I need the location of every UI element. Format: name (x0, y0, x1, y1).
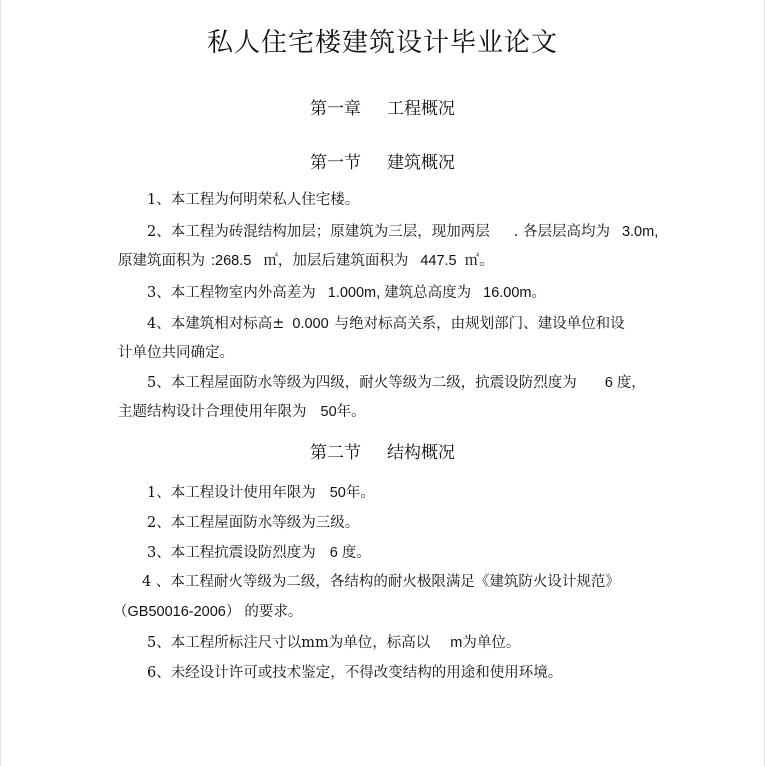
section-heading-2 (0, 438, 765, 463)
chapter-number: 第一章 (310, 99, 361, 119)
paragraph-line: 1、本工程为何明荣私人住宅楼。 (147, 192, 360, 208)
chapter-name: 工程概况 (387, 99, 455, 119)
paragraph-line: 5、本工程屋面防水等级为四级，耐火等级为二级，抗震设防烈度为 6 度， (147, 375, 646, 391)
paragraph-line: 4、本建筑相对标高± 0.000 与绝对标高关系，由规划部门、建设单位和设 (147, 316, 625, 332)
chapter-heading (0, 94, 765, 119)
paragraph-line: （GB50016-2006） 的要求。 (113, 604, 303, 620)
paragraph-line: 6、未经设计许可或技术鉴定，不得改变结构的用途和使用环境。 (147, 665, 563, 681)
paragraph-line: 3、本工程物室内外高差为 1.000m, 建筑总高度为 16.00m。 (147, 285, 547, 301)
paragraph-line: 原建筑面积为 :268.5 ㎡，加层后建筑面积为 447.5 ㎡。 (118, 253, 494, 269)
section-name: 结构概况 (387, 443, 455, 463)
paragraph-line: 4 、本工程耐火等级为二级，各结构的耐火极限满足《建筑防火设计规范》 (142, 574, 620, 590)
paragraph-line: 2、本工程屋面防水等级为三级。 (147, 515, 360, 531)
paragraph-line: 主题结构设计合理使用年限为 50年。 (118, 404, 366, 420)
section-name: 建筑概况 (387, 153, 455, 173)
paragraph-line: 1、本工程设计使用年限为 50年。 (147, 485, 375, 501)
section-heading-1 (0, 148, 765, 173)
paragraph-line: 3、本工程抗震设防烈度为 6 度。 (147, 545, 371, 561)
paragraph-line: 5、本工程所标注尺寸以mm为单位，标高以 m为单位。 (147, 635, 521, 651)
document-title: 私人住宅楼建筑设计毕业论文 (206, 28, 558, 58)
paragraph-line: 2、本工程为砖混结构加层；原建筑为三层，现加两层 . 各层层高均为 3.0m, (147, 224, 659, 240)
section-number: 第二节 (310, 443, 361, 463)
section-number: 第一节 (310, 153, 361, 173)
paragraph-line: 计单位共同确定。 (118, 345, 234, 361)
